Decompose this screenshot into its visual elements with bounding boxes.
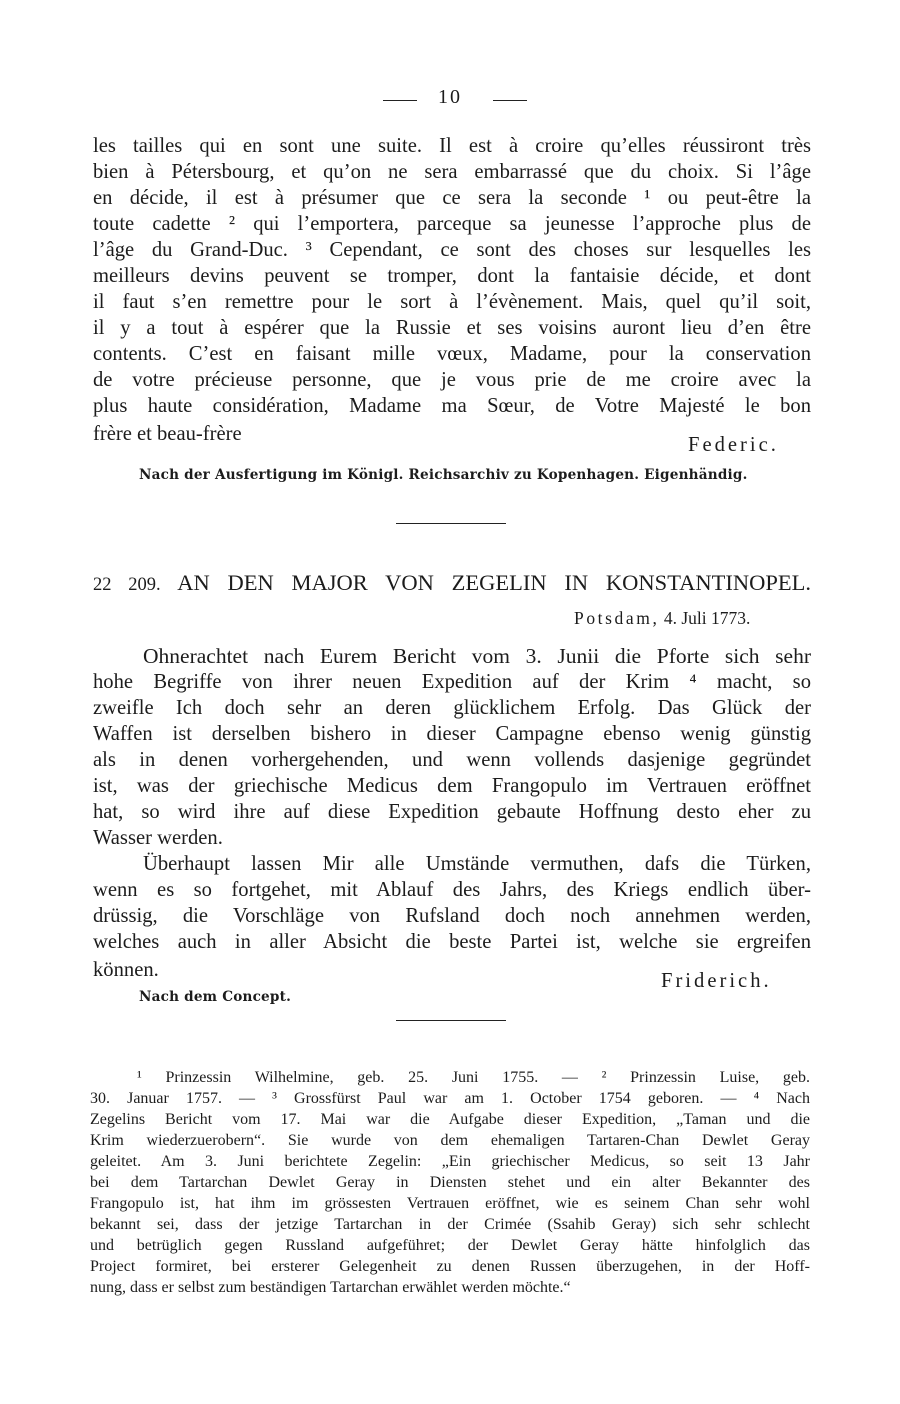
page-number-dash-right bbox=[493, 100, 527, 101]
letter1-source-note: Nach der Ausfertigung im Königl. Reichsarchiv zu Kopenhagen. Eigenhändig. bbox=[139, 467, 748, 483]
footnote-line: Frangopulo ist, hat ihm im grössesten Vertrauen eröffnet, wie es seinem Chan sehr wohl bbox=[90, 1195, 810, 1212]
letter2-line: hat, so wird ihre auf diese Expedition gebaute Hoffnung desto eher zu bbox=[93, 801, 811, 823]
letter1-line: il y a tout à espérer que la Russie et ses voisins auront lieu d’en être bbox=[93, 317, 811, 339]
footnote-divider bbox=[396, 1020, 506, 1021]
letter1-line: l’âge du Grand-Duc. ³ Cependant, ce sont des choses sur lesquelles les bbox=[93, 239, 811, 261]
letter2-heading bbox=[93, 570, 811, 596]
footnote-line: Zegelins Bericht vom 17. Mai war die Aufgabe dieser Expedition, „Taman und die bbox=[90, 1111, 810, 1128]
letter1-line: meilleurs devins peuvent se tromper, dont la fantaisie décide, et dont bbox=[93, 265, 811, 287]
letter2-line: hohe Begriffe von ihrer neuen Expedition auf der Krim ⁴ macht, so bbox=[93, 671, 811, 693]
letter2-line: Waffen ist derselben bishero in dieser Campagne ebenso wenig günstig bbox=[93, 723, 811, 745]
letter1-line: frère et beau-frère bbox=[93, 423, 242, 445]
section-divider bbox=[396, 523, 506, 524]
letter1-line: toute cadette ² qui l’emportera, parceque sa jeunesse l’approche plus de bbox=[93, 213, 811, 235]
letter-date: 4. Juli 1773. bbox=[663, 608, 751, 628]
letter1-line: les tailles qui en sont une suite. Il est à croire qu’elles réussiront très bbox=[93, 135, 811, 157]
letter1-line: bien à Pétersbourg, et qu’on ne sera embarrassé que du choix. Si l’âge bbox=[93, 161, 811, 183]
letter2-line: ist, was der griechische Medicus dem Frangopulo im Vertrauen eröffnet bbox=[93, 775, 811, 797]
footnote-line: und betrüglich gegen Russland aufgeführet; der Dewlet Geray hätte hinfolglich das bbox=[90, 1237, 810, 1254]
letter-title: AN DEN MAJOR VON ZEGELIN IN KONSTANTINOPEL. bbox=[177, 570, 811, 595]
letter1-line: en décide, il est à présumer que ce sera la seconde ¹ ou peut-être la bbox=[93, 187, 811, 209]
footnote-line: geleitet. Am 3. Juni berichtete Zegelin: „Ein griechischer Medicus, so seit 13 Jahr bbox=[90, 1153, 810, 1170]
footnote-line: nung, dass er selbst zum beständigen Tartarchan erwählet werden möchte.“ bbox=[90, 1279, 571, 1296]
letter1-signature: Federic. bbox=[688, 434, 779, 456]
letter2-line: wenn es so fortgehet, mit Ablauf des Jahrs, des Kriegs endlich über- bbox=[93, 879, 811, 901]
footnote-line: bei dem Tartarchan Dewlet Geray in Diensten stehet und ein alter Bekannter des bbox=[90, 1174, 810, 1191]
letter2-line: können. bbox=[93, 959, 159, 981]
letter2-line: zweifle Ich doch sehr an deren glücklichem Erfolg. Das Glück der bbox=[93, 697, 811, 719]
letter2-source-note: Nach dem Concept. bbox=[139, 989, 292, 1005]
footnote-line: Project formiret, bei ersterer Gelegenheit zu denen Russen überzugehen, in der Hoff- bbox=[90, 1258, 810, 1275]
letter1-line: plus haute considération, Madame ma Sœur, de Votre Majesté le bon bbox=[93, 395, 811, 417]
letter2-signature: Friderich. bbox=[661, 970, 772, 992]
footnote-line: ¹ Prinzessin Wilhelmine, geb. 25. Juni 1755. — ² Prinzessin Luise, geb. bbox=[137, 1069, 810, 1086]
footnote-line: Krim wiederzuerobern“. Sie wurde von dem ehemaligen Tartaren-Chan Dewlet Geray bbox=[90, 1132, 810, 1149]
footnote-line: 30. Januar 1757. — ³ Grossfürst Paul war am 1. October 1754 geboren. — ⁴ Nach bbox=[90, 1090, 810, 1107]
letter2-line: welches auch in aller Absicht die beste Partei ist, welche sie ergreifen bbox=[93, 931, 811, 953]
letter2-line: Ohnerachtet nach Eurem Bericht vom 3. Junii die Pforte sich sehr bbox=[143, 644, 811, 668]
letter-place: Potsdam, bbox=[574, 608, 660, 628]
letter2-line: Überhaupt lassen Mir alle Umstände vermuthen, dafs die Türken, bbox=[143, 853, 811, 875]
letter2-line: Wasser werden. bbox=[93, 827, 223, 849]
letter2-line: als in denen vorhergehenden, und wenn vollends dasjenige gegründet bbox=[93, 749, 811, 771]
page-number: 10 bbox=[438, 86, 462, 108]
letter1-line: il faut s’en remettre pour le sort à l’évènement. Mais, quel qu’il soit, bbox=[93, 291, 811, 313]
letter-number: 22 209. bbox=[93, 575, 161, 595]
letter2-line: drüssig, die Vorschläge von Rufsland doch noch annehmen werden, bbox=[93, 905, 811, 927]
letter2-dateline bbox=[574, 608, 750, 629]
footnote-line: bekannt sei, dass der jetzige Tartarchan in der Crimée (Ssahib Geray) sich sehr schlecht bbox=[90, 1216, 810, 1233]
letter1-line: de votre précieuse personne, que je vous prie de me croire avec la bbox=[93, 369, 811, 391]
letter1-line: contents. C’est en faisant mille vœux, Madame, pour la conservation bbox=[93, 343, 811, 365]
